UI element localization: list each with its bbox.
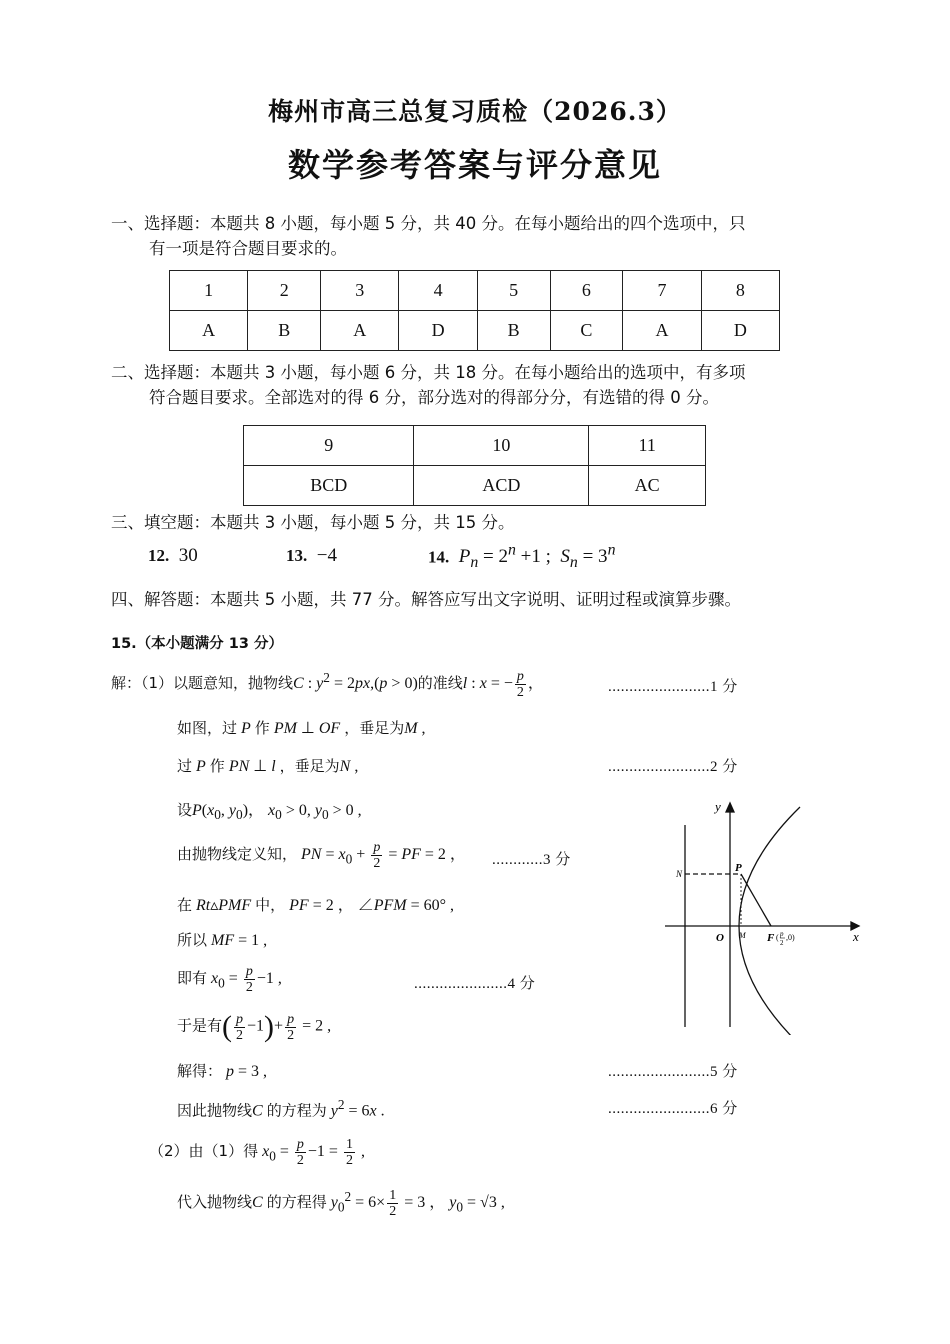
score-1: ........................1 分 [608, 679, 738, 695]
q15-step-directrix: 解：（1）以题意知，抛物线C : $y^2 = 2px,(p > 0)$的准线l : x = − $\frac{p}{2}$ ， [111, 669, 544, 700]
label-x: x [853, 929, 859, 944]
question-number: 4 [399, 271, 477, 311]
q13-answer [286, 545, 337, 567]
score-4: ......................4 分 [414, 976, 536, 992]
q14-label: 14. [428, 547, 450, 567]
table-row [244, 426, 706, 466]
section1-line1: 一、选择题：本题共 8 小题，每小题 5 分，共 40 分。在每小题给出的四个选项中，只 [111, 214, 746, 233]
q15-step-mf: 所以 MF = 1 , [177, 931, 268, 949]
score-6: ........................6 分 [608, 1101, 738, 1117]
question-number: 11 [589, 426, 706, 466]
answer-cell: A [623, 311, 701, 351]
answer-cell: A [321, 311, 399, 351]
q15-step-solve: 解得： p = 3 , [177, 1062, 268, 1080]
question-number: 6 [550, 271, 623, 311]
y-axis-arrow-icon [726, 803, 734, 812]
document-subtitle: 数学参考答案与评分意见 [287, 146, 662, 184]
answer-cell: D [399, 311, 477, 351]
section1-answer-table [169, 270, 780, 351]
q15-step-x0: 即有 $x_0$ = $\frac{p}{2}$ −1 , [177, 964, 282, 995]
label-n: N [676, 869, 683, 879]
q15-step-triangle: 在 Rt▵PMF 中， PF = 2 ， ∠PFM = 60° , [177, 896, 455, 914]
table-row [170, 271, 780, 311]
q14-answer [428, 542, 615, 572]
table-row [244, 466, 706, 506]
svg-text:p: p [780, 930, 784, 938]
q15-step-pm: 如图，过 P 作 PM ⊥ OF ，垂足为M , [177, 719, 426, 737]
label-m: M [739, 931, 746, 940]
q15-step-result: 因此抛物线C 的方程为 $y^2 = 6x$ . [177, 1097, 385, 1120]
parabola-diagram [655, 795, 870, 1035]
q13-label: 13. [286, 546, 308, 565]
score-3: ............3 分 [492, 852, 571, 868]
section4-line1: 四、解答题：本题共 5 小题，共 77 分。解答应写出文字说明、证明过程或演算步骤。 [111, 590, 741, 609]
parabola-curve [739, 807, 800, 1035]
table-row [170, 311, 780, 351]
answer-cell: C [550, 311, 623, 351]
question-number: 3 [321, 271, 399, 311]
answer-cell: AC [589, 466, 706, 506]
q15-part2-start: （2）由（1）得 $x_0$ = $\frac{p}{2}$ −1 = $\frac{1}{2}$ , [149, 1137, 365, 1168]
q15-step-equation: 于是有( $\frac{p}{2}$ −1)+ $\frac{p}{2}$ = 2 , [177, 1010, 332, 1043]
section2-line2: 符合题目要求。全部选对的得 6 分，部分选对的得部分分，有选错的得 0 分。 [149, 388, 719, 407]
question-number: 5 [477, 271, 550, 311]
label-origin: O [716, 932, 724, 944]
q15-step-point: 设$P(x_0$, $y_0$)， $x_0 > 0$, $y_0 > 0$ , [177, 801, 362, 823]
q12-label: 12. [148, 546, 170, 565]
score-5: ........................5 分 [608, 1064, 738, 1080]
q14-formula: $P_n = 2^n +1$ ; $S_n = 3^n$ [458, 542, 616, 572]
section1-line2: 有一项是符合题目要求的。 [149, 239, 347, 258]
q12-value: 30 [178, 545, 198, 566]
question-number: 7 [623, 271, 701, 311]
pf-segment [741, 874, 771, 926]
q12-answer [148, 545, 198, 567]
q13-value: −4 [316, 545, 337, 566]
section2-answer-table [243, 425, 706, 506]
answer-cell: B [477, 311, 550, 351]
q15-part2-substitute: 代入抛物线C 的方程得 $y_0^2 = 6\times$ $\frac{1}{2}$ = 3 ， $y_0 = √3$ , [177, 1188, 505, 1219]
question-number: 2 [248, 271, 321, 311]
document-title: 梅州市高三总复习质检（2026.3） [268, 97, 682, 126]
label-f-coords: ( [776, 933, 779, 942]
label-f: F [767, 932, 775, 944]
answer-cell: B [248, 311, 321, 351]
section2-line1: 二、选择题：本题共 3 小题，每小题 6 分，共 18 分。在每小题给出的选项中，有多项 [111, 363, 746, 382]
q15-step-definition: 由抛物线定义知， PN = $x_0$ + $\frac{p}{2}$ = PF = 2 ， [177, 840, 466, 871]
svg-text:,0): ,0) [786, 933, 795, 942]
question-number: 10 [414, 426, 589, 466]
label-y: y [715, 799, 721, 814]
label-p: P [735, 862, 742, 874]
svg-text:2: 2 [780, 939, 784, 947]
score-2: ........................2 分 [608, 759, 738, 775]
section3-line1: 三、填空题：本题共 3 小题，每小题 5 分，共 15 分。 [111, 513, 515, 532]
answer-cell: D [701, 311, 779, 351]
answer-cell: ACD [414, 466, 589, 506]
answer-cell: BCD [244, 466, 414, 506]
question-number: 9 [244, 426, 414, 466]
question-number: 8 [701, 271, 779, 311]
question-number: 1 [170, 271, 248, 311]
q15-heading: 15.（本小题满分 13 分） [111, 636, 283, 652]
q15-step-pn: 过 P 作 PN ⊥ l ，垂足为N , [177, 757, 359, 775]
answer-cell: A [170, 311, 248, 351]
